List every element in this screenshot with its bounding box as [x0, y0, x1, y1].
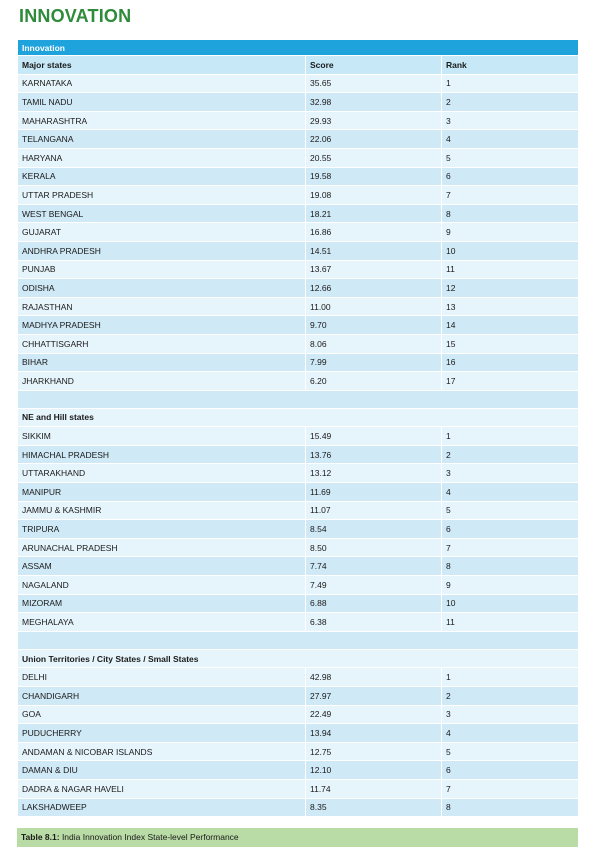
table-row: [18, 334, 579, 353]
table-row: [18, 798, 579, 817]
score-cell: 11.07: [306, 501, 442, 520]
table-row: [18, 761, 579, 780]
table-row: [18, 520, 579, 539]
rank-cell: 9: [442, 223, 579, 242]
rank-cell: 4: [442, 724, 579, 743]
table-row: [18, 148, 579, 167]
score-cell: 22.06: [306, 130, 442, 149]
table-row: [18, 779, 579, 798]
table-row: [18, 74, 579, 93]
table-row: [18, 241, 579, 260]
table-row: [18, 576, 579, 595]
score-cell: 32.98: [306, 93, 442, 112]
rank-cell: 12: [442, 279, 579, 298]
table-row: [18, 204, 579, 223]
state-cell: DADRA & NAGAR HAVELI: [18, 779, 306, 798]
state-cell: JAMMU & KASHMIR: [18, 501, 306, 520]
score-cell: 15.49: [306, 427, 442, 446]
state-cell: UTTAR PRADESH: [18, 186, 306, 205]
state-cell: UTTARAKHAND: [18, 464, 306, 483]
state-cell: TELANGANA: [18, 130, 306, 149]
state-cell: KARNATAKA: [18, 74, 306, 93]
section-header-union-territories-row: [18, 649, 579, 668]
score-cell: 29.93: [306, 111, 442, 130]
table-row: [18, 557, 579, 576]
rank-cell: 4: [442, 483, 579, 502]
state-cell: RAJASTHAN: [18, 297, 306, 316]
table-header-row: [18, 56, 579, 75]
table-row: [18, 297, 579, 316]
table-row: [18, 445, 579, 464]
score-cell: 16.86: [306, 223, 442, 242]
state-cell: DELHI: [18, 668, 306, 687]
state-cell: TRIPURA: [18, 520, 306, 539]
caption-label: Table 8.1:: [21, 832, 60, 842]
table-row: [18, 279, 579, 298]
rank-cell: 7: [442, 779, 579, 798]
spacer-cell: [18, 390, 579, 408]
state-cell: CHHATTISGARH: [18, 334, 306, 353]
rank-cell: 3: [442, 705, 579, 724]
page-title: INNOVATION: [19, 6, 132, 26]
table-row: [18, 130, 579, 149]
state-cell: GUJARAT: [18, 223, 306, 242]
rank-cell: 7: [442, 538, 579, 557]
state-cell: MANIPUR: [18, 483, 306, 502]
rank-cell: 10: [442, 241, 579, 260]
table-row: [18, 353, 579, 372]
rank-cell: 1: [442, 427, 579, 446]
score-cell: 8.06: [306, 334, 442, 353]
table-row: [18, 464, 579, 483]
state-cell: GOA: [18, 705, 306, 724]
rank-cell: 15: [442, 334, 579, 353]
score-cell: 42.98: [306, 668, 442, 687]
score-cell: 8.35: [306, 798, 442, 817]
score-cell: 9.70: [306, 316, 442, 335]
table-row: [18, 93, 579, 112]
rank-cell: 2: [442, 93, 579, 112]
rank-cell: 2: [442, 687, 579, 706]
state-cell: DAMAN & DIU: [18, 761, 306, 780]
rank-cell: 17: [442, 372, 579, 391]
rank-cell: 8: [442, 798, 579, 817]
score-cell: 11.69: [306, 483, 442, 502]
score-cell: 20.55: [306, 148, 442, 167]
spacer-row: [18, 631, 579, 649]
table-row: [18, 260, 579, 279]
score-cell: 7.99: [306, 353, 442, 372]
state-cell: ARUNACHAL PRADESH: [18, 538, 306, 557]
table-row: [18, 538, 579, 557]
state-cell: NAGALAND: [18, 576, 306, 595]
rank-cell: 10: [442, 594, 579, 613]
state-cell: ANDHRA PRADESH: [18, 241, 306, 260]
score-cell: 13.76: [306, 445, 442, 464]
score-cell: 6.20: [306, 372, 442, 391]
state-cell: MAHARASHTRA: [18, 111, 306, 130]
state-cell: BIHAR: [18, 353, 306, 372]
rank-cell: 3: [442, 464, 579, 483]
score-cell: 18.21: [306, 204, 442, 223]
column-header-score: Score: [306, 56, 442, 75]
section-header-ne-hill-row: [18, 408, 579, 427]
score-cell: 8.54: [306, 520, 442, 539]
score-cell: 7.49: [306, 576, 442, 595]
table-banner-row: [18, 40, 579, 56]
rank-cell: 6: [442, 761, 579, 780]
rank-cell: 8: [442, 557, 579, 576]
rank-cell: 5: [442, 742, 579, 761]
state-cell: LAKSHADWEEP: [18, 798, 306, 817]
score-cell: 12.10: [306, 761, 442, 780]
rank-cell: 1: [442, 74, 579, 93]
spacer-cell: [18, 631, 579, 649]
innovation-table: [17, 39, 579, 817]
table-banner: Innovation: [18, 40, 579, 56]
score-cell: 35.65: [306, 74, 442, 93]
spacer-row: [18, 390, 579, 408]
table-row: [18, 111, 579, 130]
state-cell: PUDUCHERRY: [18, 724, 306, 743]
state-cell: MEGHALAYA: [18, 613, 306, 632]
table-row: [18, 687, 579, 706]
rank-cell: 4: [442, 130, 579, 149]
table-row: [18, 594, 579, 613]
rank-cell: 16: [442, 353, 579, 372]
caption-text: India Innovation Index State-level Performance: [59, 832, 239, 842]
section-header-union-territories: Union Territories / City States / Small States: [18, 649, 579, 668]
state-cell: MIZORAM: [18, 594, 306, 613]
rank-cell: 6: [442, 520, 579, 539]
score-cell: 11.00: [306, 297, 442, 316]
rank-cell: 13: [442, 297, 579, 316]
score-cell: 14.51: [306, 241, 442, 260]
rank-cell: 5: [442, 148, 579, 167]
state-cell: JHARKHAND: [18, 372, 306, 391]
rank-cell: 9: [442, 576, 579, 595]
table-row: [18, 167, 579, 186]
score-cell: 12.66: [306, 279, 442, 298]
state-cell: ODISHA: [18, 279, 306, 298]
score-cell: 7.74: [306, 557, 442, 576]
table-row: [18, 668, 579, 687]
rank-cell: 3: [442, 111, 579, 130]
column-header-state: Major states: [18, 56, 306, 75]
table-row: [18, 316, 579, 335]
state-cell: PUNJAB: [18, 260, 306, 279]
score-cell: 22.49: [306, 705, 442, 724]
state-cell: SIKKIM: [18, 427, 306, 446]
score-cell: 6.38: [306, 613, 442, 632]
score-cell: 12.75: [306, 742, 442, 761]
table-row: [18, 724, 579, 743]
table-row: [18, 705, 579, 724]
table-row: [18, 613, 579, 632]
rank-cell: 7: [442, 186, 579, 205]
state-cell: CHANDIGARH: [18, 687, 306, 706]
table-row: [18, 501, 579, 520]
rank-cell: 6: [442, 167, 579, 186]
state-cell: TAMIL NADU: [18, 93, 306, 112]
rank-cell: 11: [442, 260, 579, 279]
rank-cell: 2: [442, 445, 579, 464]
table-row: [18, 483, 579, 502]
rank-cell: 5: [442, 501, 579, 520]
state-cell: WEST BENGAL: [18, 204, 306, 223]
score-cell: 11.74: [306, 779, 442, 798]
state-cell: KERALA: [18, 167, 306, 186]
table-row: [18, 223, 579, 242]
table-caption: [17, 828, 578, 847]
column-header-rank: Rank: [442, 56, 579, 75]
state-cell: ANDAMAN & NICOBAR ISLANDS: [18, 742, 306, 761]
score-cell: 13.12: [306, 464, 442, 483]
rank-cell: 14: [442, 316, 579, 335]
table-row: [18, 372, 579, 391]
innovation-table-body: [18, 40, 579, 817]
score-cell: 8.50: [306, 538, 442, 557]
innovation-table-container: [17, 39, 578, 817]
table-row: [18, 742, 579, 761]
table-row: [18, 427, 579, 446]
score-cell: 19.08: [306, 186, 442, 205]
section-header-ne-hill: NE and Hill states: [18, 408, 579, 427]
score-cell: 27.97: [306, 687, 442, 706]
rank-cell: 11: [442, 613, 579, 632]
state-cell: HIMACHAL PRADESH: [18, 445, 306, 464]
score-cell: 6.88: [306, 594, 442, 613]
table-row: [18, 186, 579, 205]
rank-cell: 8: [442, 204, 579, 223]
state-cell: MADHYA PRADESH: [18, 316, 306, 335]
rank-cell: 1: [442, 668, 579, 687]
state-cell: ASSAM: [18, 557, 306, 576]
state-cell: HARYANA: [18, 148, 306, 167]
score-cell: 13.94: [306, 724, 442, 743]
score-cell: 19.58: [306, 167, 442, 186]
score-cell: 13.67: [306, 260, 442, 279]
